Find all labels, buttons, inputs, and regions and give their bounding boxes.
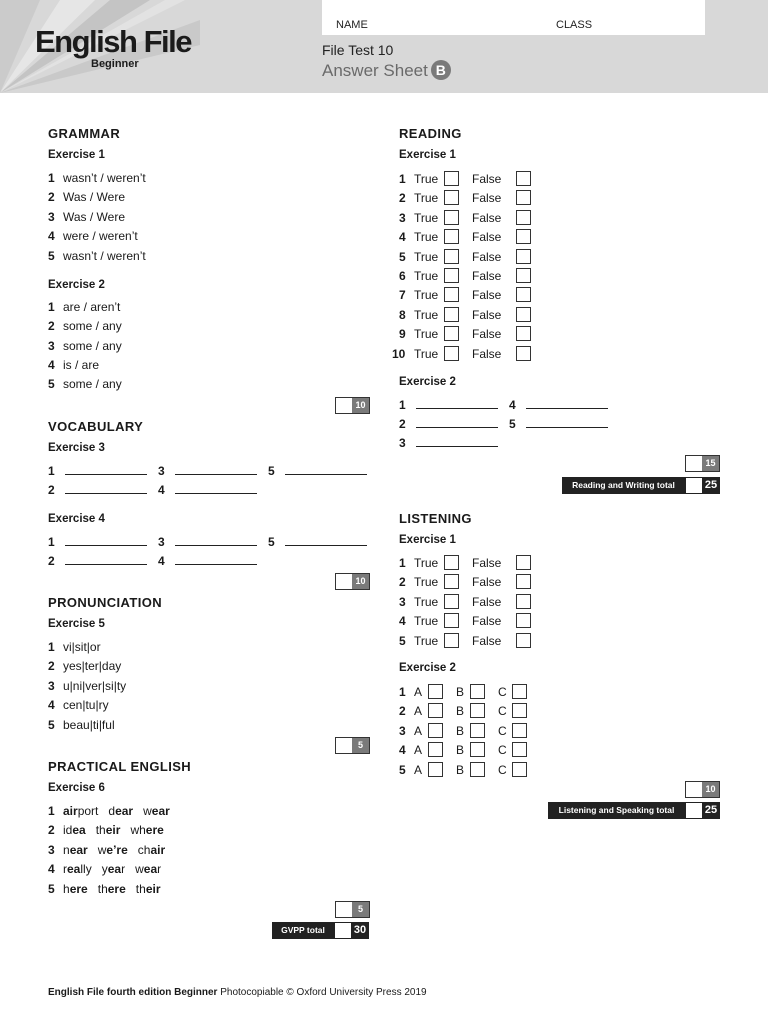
- true-label: True: [414, 575, 439, 590]
- option-checkbox[interactable]: [428, 703, 443, 718]
- class-label: CLASS: [556, 19, 593, 31]
- pronunciation-exercise-5-title: Exercise 5: [48, 618, 105, 630]
- option-label: A: [414, 685, 423, 699]
- true-checkbox[interactable]: [444, 613, 459, 628]
- option-checkbox[interactable]: [512, 723, 527, 738]
- option-checkbox[interactable]: [512, 703, 527, 718]
- option-label: C: [498, 743, 507, 758]
- list-item: 2 Was / Were: [48, 190, 126, 204]
- multiple-choice-row: 2 A B C: [399, 703, 540, 718]
- false-checkbox[interactable]: [516, 268, 531, 283]
- gvpp-total-label: GVPP total: [281, 925, 325, 935]
- false-label: False: [472, 614, 502, 629]
- score-max: 10: [352, 398, 369, 413]
- false-checkbox[interactable]: [516, 555, 531, 570]
- answer-blank[interactable]: 4: [158, 483, 257, 497]
- false-checkbox[interactable]: [516, 613, 531, 628]
- listening-speaking-total-value: 25: [704, 804, 718, 816]
- true-false-row: 6 True False: [399, 268, 531, 283]
- score-max: 5: [352, 902, 369, 917]
- false-checkbox[interactable]: [516, 326, 531, 341]
- reading-writing-total-value: 25: [704, 479, 718, 491]
- true-false-row: 1 True False: [399, 171, 531, 186]
- list-item: 3 Was / Were: [48, 210, 126, 224]
- true-checkbox[interactable]: [444, 594, 459, 609]
- name-class-box: [322, 0, 705, 35]
- logo-title: English File: [35, 24, 191, 59]
- version-badge: B: [431, 60, 451, 80]
- list-item: 3 near we’re chair: [48, 843, 166, 857]
- true-label: True: [414, 633, 439, 648]
- reading-writing-total-input[interactable]: [686, 478, 702, 493]
- false-label: False: [472, 575, 502, 590]
- false-checkbox[interactable]: [516, 307, 531, 322]
- true-false-row: 5 True False: [399, 249, 531, 264]
- practical-english-score-box[interactable]: [335, 901, 370, 918]
- listening-speaking-total-input[interactable]: [686, 803, 702, 818]
- true-checkbox[interactable]: [444, 346, 459, 361]
- listening-exercise-1-title: Exercise 1: [399, 534, 456, 546]
- logo-subtitle: Beginner: [91, 58, 139, 70]
- answer-blank[interactable]: 5: [268, 464, 367, 478]
- practical-english-exercise-6-title: Exercise 6: [48, 782, 105, 794]
- list-item: 3 some / any: [48, 339, 122, 353]
- option-checkbox[interactable]: [470, 703, 485, 718]
- true-checkbox[interactable]: [444, 268, 459, 283]
- list-item: 5 wasn’t / weren’t: [48, 249, 146, 263]
- true-false-row: 3 True False: [399, 594, 531, 609]
- true-label: True: [414, 327, 439, 342]
- false-label: False: [472, 346, 502, 361]
- true-checkbox[interactable]: [444, 229, 459, 244]
- vocabulary-heading: VOCABULARY: [48, 419, 144, 434]
- reading-exercise-2-title: Exercise 2: [399, 376, 456, 388]
- true-label: True: [414, 210, 439, 225]
- answer-blank[interactable]: 2: [399, 417, 498, 431]
- true-label: True: [414, 230, 439, 245]
- true-checkbox[interactable]: [444, 555, 459, 570]
- false-label: False: [472, 249, 502, 264]
- option-label: A: [414, 762, 423, 777]
- false-checkbox[interactable]: [516, 287, 531, 302]
- false-label: False: [472, 556, 502, 570]
- false-label: False: [472, 230, 502, 245]
- option-checkbox[interactable]: [470, 723, 485, 738]
- score-max: 15: [702, 456, 719, 471]
- true-label: True: [414, 249, 439, 264]
- true-false-row: 3 True False: [399, 210, 531, 225]
- true-false-row: 5 True False: [399, 633, 531, 648]
- reading-writing-total-label: Reading and Writing total: [572, 480, 675, 490]
- vocabulary-exercise-3-title: Exercise 3: [48, 442, 105, 454]
- gvpp-total-value: 30: [353, 924, 367, 936]
- answer-blank[interactable]: 2: [48, 483, 147, 497]
- answer-blank[interactable]: 2: [48, 554, 147, 568]
- option-label: C: [498, 762, 507, 777]
- answer-blank[interactable]: 3: [158, 535, 257, 549]
- option-label: B: [456, 762, 465, 777]
- true-false-row: 8 True False: [399, 307, 531, 322]
- false-label: False: [472, 633, 502, 648]
- file-test-title: File Test 10: [322, 42, 394, 58]
- list-item: 2 yes|ter|day: [48, 659, 122, 673]
- listening-speaking-total-label: Listening and Speaking total: [558, 805, 675, 815]
- true-label: True: [414, 288, 439, 303]
- answer-blank[interactable]: 3: [399, 436, 498, 450]
- false-checkbox[interactable]: [516, 346, 531, 361]
- false-checkbox[interactable]: [516, 594, 531, 609]
- true-checkbox[interactable]: [444, 190, 459, 205]
- option-label: C: [498, 723, 507, 738]
- list-item: 4 were / weren’t: [48, 229, 138, 243]
- true-false-row: 10 True False: [392, 346, 531, 361]
- gvpp-total-input[interactable]: [335, 923, 351, 938]
- list-item: 2 some / any: [48, 319, 122, 333]
- grammar-exercise-2-title: Exercise 2: [48, 279, 105, 291]
- pronunciation-heading: PRONUNCIATION: [48, 595, 163, 610]
- true-checkbox[interactable]: [444, 210, 459, 225]
- multiple-choice-row: 1 A B C: [399, 684, 540, 699]
- score-max: 5: [352, 738, 369, 753]
- answer-blank[interactable]: 4: [158, 554, 257, 568]
- list-item: 4 really year wear: [48, 862, 162, 876]
- answer-blank[interactable]: 5: [268, 535, 367, 549]
- true-false-row: 7 True False: [399, 287, 531, 302]
- answer-blank[interactable]: 1: [48, 464, 147, 478]
- list-item: 2 idea their where: [48, 823, 164, 837]
- reading-heading: READING: [399, 126, 462, 141]
- false-label: False: [472, 307, 502, 322]
- true-label: True: [414, 346, 439, 361]
- true-checkbox[interactable]: [444, 633, 459, 648]
- listening-score-box[interactable]: [685, 781, 720, 798]
- multiple-choice-row: 3 A B C: [399, 723, 540, 738]
- option-label: C: [498, 685, 507, 699]
- practical-english-heading: PRACTICAL ENGLISH: [48, 759, 192, 774]
- true-false-row: 2 True False: [399, 190, 531, 205]
- score-max: 10: [702, 782, 719, 797]
- option-label: B: [456, 685, 465, 699]
- list-item: 1 are / aren’t: [48, 300, 121, 314]
- option-checkbox[interactable]: [470, 762, 485, 777]
- option-label: A: [414, 743, 423, 758]
- list-item: 1 airport dear wear: [48, 804, 170, 818]
- true-false-row: 1 True False: [399, 555, 531, 570]
- false-checkbox[interactable]: [516, 171, 531, 186]
- answer-blank[interactable]: 1: [48, 535, 147, 549]
- option-label: A: [414, 704, 423, 719]
- gvpp-total-box: [272, 922, 369, 939]
- list-item: 1 vi|sit|or: [48, 640, 101, 654]
- reading-exercise-1-title: Exercise 1: [399, 149, 456, 161]
- reading-score-box[interactable]: [685, 455, 720, 472]
- list-item: 4 is / are: [48, 358, 100, 372]
- answer-sheet-title: [322, 60, 451, 81]
- true-label: True: [414, 556, 439, 570]
- option-checkbox[interactable]: [428, 762, 443, 777]
- false-checkbox[interactable]: [516, 190, 531, 205]
- true-label: True: [414, 614, 439, 629]
- answer-sheet-label: Answer Sheet: [322, 61, 428, 80]
- list-item: 5 here there their: [48, 882, 161, 896]
- true-label: True: [414, 594, 439, 609]
- list-item: 5 some / any: [48, 377, 122, 391]
- true-label: True: [414, 172, 439, 186]
- pronunciation-score-box[interactable]: [335, 737, 370, 754]
- false-label: False: [472, 269, 502, 283]
- option-checkbox[interactable]: [512, 762, 527, 777]
- true-checkbox[interactable]: [444, 249, 459, 264]
- multiple-choice-row: 4 A B C: [399, 742, 540, 757]
- option-checkbox[interactable]: [512, 742, 527, 757]
- answer-blank[interactable]: 1: [399, 398, 498, 412]
- false-label: False: [472, 594, 502, 609]
- false-label: False: [472, 191, 502, 206]
- true-label: True: [414, 191, 439, 206]
- multiple-choice-row: 5 A B C: [399, 762, 540, 777]
- false-checkbox[interactable]: [516, 229, 531, 244]
- listening-heading: LISTENING: [399, 511, 472, 526]
- false-checkbox[interactable]: [516, 633, 531, 648]
- listening-exercise-2-title: Exercise 2: [399, 662, 456, 674]
- true-checkbox[interactable]: [444, 307, 459, 322]
- false-label: False: [472, 172, 502, 186]
- answer-blank[interactable]: 4: [509, 398, 608, 412]
- option-checkbox[interactable]: [470, 742, 485, 757]
- true-false-row: 4 True False: [399, 613, 531, 628]
- true-label: True: [414, 307, 439, 322]
- english-file-logo: [35, 24, 191, 70]
- list-item: 3 u|ni|ver|si|ty: [48, 679, 127, 693]
- listening-speaking-total-box: [548, 802, 720, 819]
- false-label: False: [472, 327, 502, 342]
- option-label: B: [456, 704, 465, 719]
- true-checkbox[interactable]: [444, 326, 459, 341]
- option-label: B: [456, 723, 465, 738]
- option-label: C: [498, 704, 507, 719]
- reading-writing-total-box: [562, 477, 720, 494]
- footer-title: English File fourth edition Beginner: [48, 987, 218, 998]
- footer-copyright-text: Photocopiable © Oxford University Press 2019: [217, 987, 427, 998]
- option-checkbox[interactable]: [512, 684, 527, 699]
- page-header: [0, 0, 768, 93]
- true-false-row: 9 True False: [399, 326, 531, 341]
- option-label: A: [414, 723, 423, 738]
- false-checkbox[interactable]: [516, 210, 531, 225]
- list-item: 1 wasn’t / weren’t: [48, 171, 146, 185]
- true-checkbox[interactable]: [444, 171, 459, 186]
- score-max: 10: [352, 574, 369, 589]
- vocabulary-exercise-4-title: Exercise 4: [48, 513, 105, 525]
- name-label: NAME: [336, 19, 368, 31]
- list-item: 5 beau|ti|ful: [48, 718, 115, 732]
- true-checkbox[interactable]: [444, 287, 459, 302]
- false-checkbox[interactable]: [516, 249, 531, 264]
- grammar-score-box[interactable]: [335, 397, 370, 414]
- answer-blank[interactable]: 3: [158, 464, 257, 478]
- footer-copyright: [48, 987, 427, 998]
- grammar-heading: GRAMMAR: [48, 126, 121, 141]
- option-checkbox[interactable]: [428, 742, 443, 757]
- grammar-exercise-1-title: Exercise 1: [48, 149, 105, 161]
- option-label: B: [456, 743, 465, 758]
- list-item: 4 cen|tu|ry: [48, 698, 109, 712]
- true-checkbox[interactable]: [444, 574, 459, 589]
- answer-blank[interactable]: 5: [509, 417, 608, 431]
- true-false-row: 4 True False: [399, 229, 531, 244]
- option-checkbox[interactable]: [470, 684, 485, 699]
- true-label: True: [414, 269, 439, 283]
- false-label: False: [472, 210, 502, 225]
- option-checkbox[interactable]: [428, 723, 443, 738]
- option-checkbox[interactable]: [428, 684, 443, 699]
- false-checkbox[interactable]: [516, 574, 531, 589]
- vocabulary-score-box[interactable]: [335, 573, 370, 590]
- true-false-row: 2 True False: [399, 574, 531, 589]
- false-label: False: [472, 288, 502, 303]
